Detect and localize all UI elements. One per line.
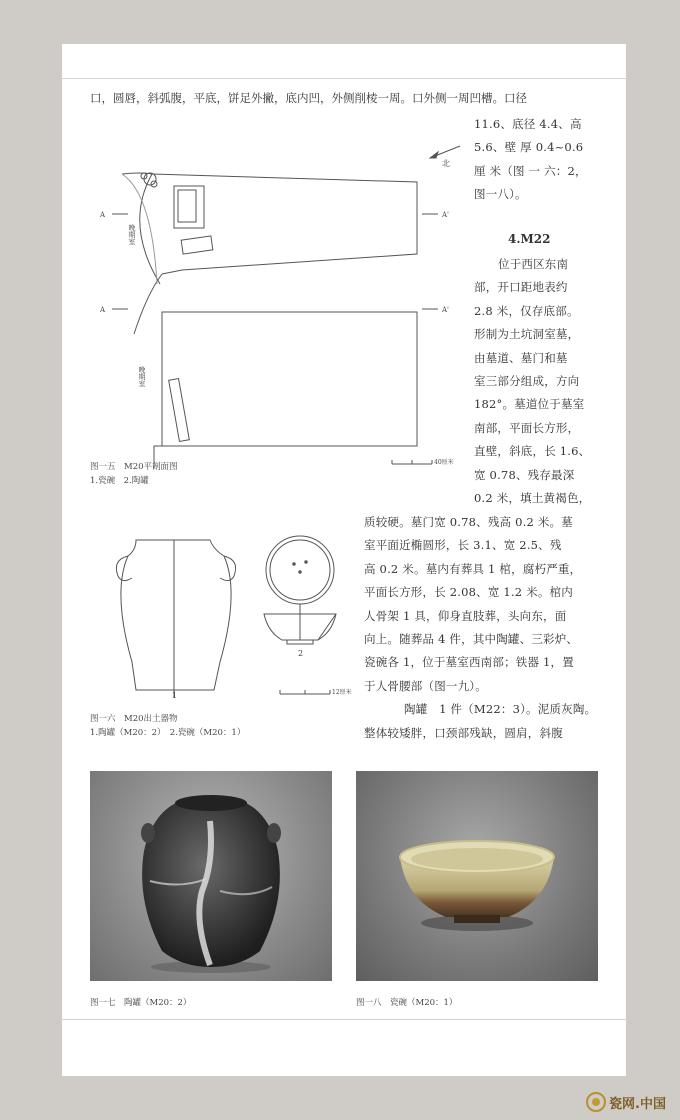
bowl-photo-illustration	[356, 771, 598, 981]
text-line: 宽 0.78、残存最深	[474, 467, 575, 482]
text-line: 11.6、底径 4.4、高	[474, 117, 582, 131]
text-line: 高 0.2 米。墓内有葬具 1 棺，腐朽严重，	[364, 561, 582, 576]
intro-line: 口，圆唇，斜弧腹，平底，饼足外撇，底内凹，外侧削棱一周。口外侧一周凹槽。口径	[90, 91, 527, 105]
text-line: 直壁，斜底，长 1.6、	[474, 444, 591, 459]
text-line: 由墓道、墓门和墓	[474, 350, 568, 365]
fig16-caption: 图一六 M20出土器物	[90, 714, 178, 724]
right-column-top	[474, 113, 624, 207]
fig15-legend: 1.瓷碗 2.陶罐	[90, 476, 149, 486]
right-column-bottom	[364, 511, 624, 745]
page-bottom-band	[62, 1019, 626, 1076]
text-line: 于人骨腰部（图一九）。	[364, 678, 487, 693]
fig17-caption: 图一七 陶罐（M20：2）	[90, 998, 192, 1008]
article-page	[62, 44, 626, 1076]
section-label-a-prime: A'	[442, 211, 449, 219]
chamber-label: 晚期室	[128, 224, 136, 245]
fig15-plan-section-drawing	[92, 134, 472, 474]
text-line: 形制为土坑洞室墓，	[474, 327, 580, 342]
text-line: 质较硬。墓门宽 0.78、残高 0.2 米。墓	[364, 515, 573, 529]
fig18-caption: 图一八 瓷碗（M20：1）	[356, 998, 458, 1008]
fig16-number-2: 2	[298, 649, 304, 658]
section-heading: 4.M22	[508, 232, 551, 246]
text-line: 陶罐 1 件（M22：3）。泥质灰陶。	[404, 702, 597, 717]
site-logo	[586, 1092, 666, 1112]
text-line: 室三部分组成，方向	[474, 374, 580, 389]
fig17-jar-photo	[90, 771, 332, 981]
logo-mark-icon	[586, 1092, 606, 1112]
text-line: 整体较矮胖，口颈部残缺，圆肩，斜腹	[364, 725, 563, 740]
logo-text: 瓷网.中国	[609, 1096, 666, 1112]
text-line: 向上。随葬品 4 件，其中陶罐、三彩炉、	[364, 632, 579, 647]
right-column-middle	[474, 253, 624, 510]
section-label-a: A	[100, 211, 106, 219]
scale-label: 12厘米	[332, 689, 352, 696]
fig16-artifact-drawing	[92, 532, 364, 702]
chamber-label: 晚期室	[138, 366, 146, 387]
text-line: 182°。墓道位于墓室	[474, 397, 585, 412]
north-label: 北	[442, 159, 450, 168]
text-line: 图一八）。	[474, 187, 527, 202]
text-line: 部，开口距地表约	[474, 280, 568, 295]
text-line: 室平面近椭圆形，长 3.1、宽 2.5、残	[364, 538, 562, 553]
fig15-caption: 图一五 M20平剖面图	[90, 462, 178, 472]
text-line: 南部，平面长方形，	[474, 420, 580, 435]
text-line: 位于西区东南	[498, 257, 569, 271]
text-line: 人骨架 1 具，仰身直肢葬，头向东，面	[364, 608, 567, 623]
text-line: 厘 米（图 一 六：2，	[474, 163, 587, 178]
text-line: 瓷碗各 1，位于墓室西南部；铁器 1，置	[364, 655, 574, 670]
text-line: 平面长方形，长 2.08、宽 1.2 米。棺内	[364, 585, 573, 600]
page-top-band	[62, 44, 626, 79]
scale-label: 40厘米	[434, 459, 454, 466]
text-line: 2.8 米，仅存底部。	[474, 303, 579, 318]
section-label-a-prime: A'	[442, 306, 449, 314]
section-label-a: A	[100, 306, 106, 314]
text-line: 5.6、壁 厚 0.4~0.6	[474, 140, 584, 155]
fig16-legend: 1.陶罐（M20：2） 2.瓷碗（M20：1）	[90, 728, 246, 738]
text-line: 0.2 米，填土黄褐色，	[474, 491, 591, 506]
fig16-number-1: 1	[172, 691, 178, 700]
fig18-bowl-photo	[356, 771, 598, 981]
jar-photo-illustration	[90, 771, 332, 981]
